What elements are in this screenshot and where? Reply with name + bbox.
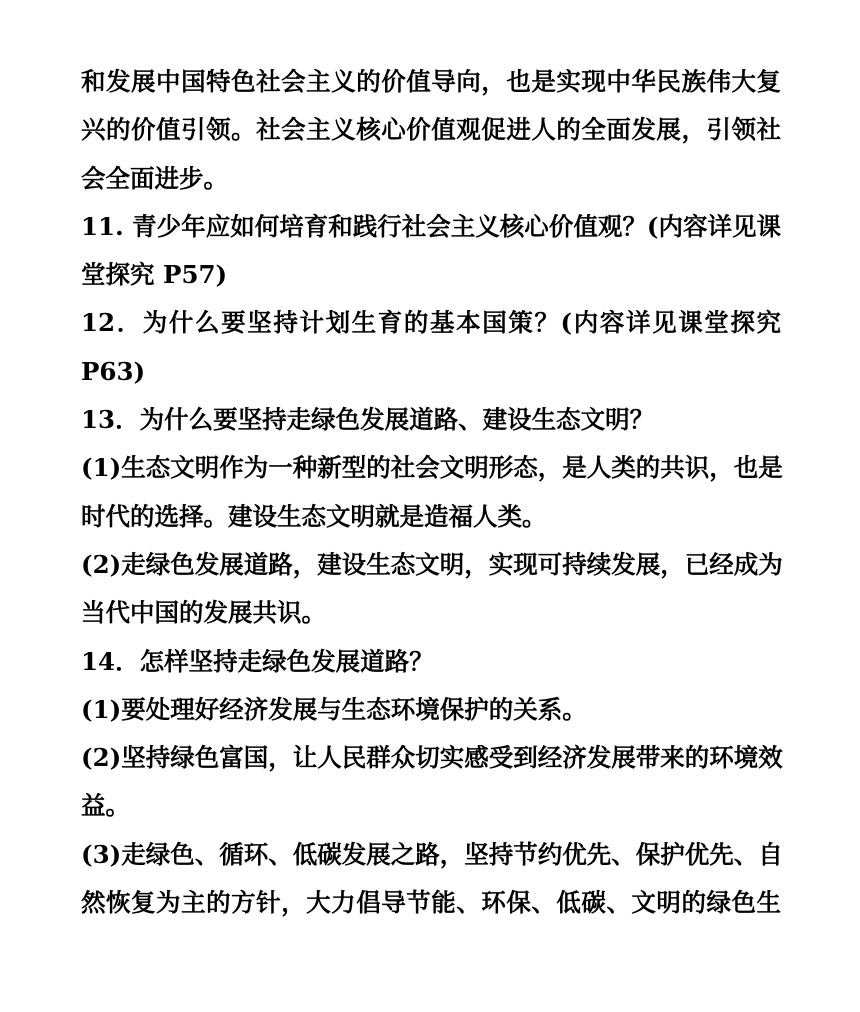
answer-14-point-1: (1)要处理好经济发展与生态环境保护的关系。 — [81, 694, 587, 724]
answer-13-point-1: (1)生态文明作为一种新型的社会文明形态，是人类的共识，也是 — [81, 453, 783, 483]
document-page — [81, 58, 781, 927]
answer-13-point-2: (2)走绿色发展道路，建设生态文明，实现可持续发展，已经成为 — [81, 549, 783, 579]
text-line: 堂探究 P57) — [81, 260, 228, 290]
answer-14-point-2: (2)坚持绿色富国，让人民群众切实感受到经济发展带来的环境效 — [81, 743, 783, 773]
text-line: 时代的选择。建设生态文明就是造福人类。 — [81, 501, 547, 531]
text-line: 当代中国的发展共识。 — [81, 598, 326, 628]
question-13-heading: 13．为什么要坚持走绿色发展道路、建设生态文明？ — [81, 405, 655, 435]
question-12-line: 12．为什么要坚持计划生育的基本国策？(内容详见课堂探究 — [81, 308, 781, 338]
answer-14-point-3: (3)走绿色、循环、低碳发展之路，坚持节约优先、保护优先、自 — [81, 839, 783, 869]
text-line: 和发展中国特色社会主义的价值导向，也是实现中华民族伟大复 — [81, 67, 781, 96]
text-line: 然恢复为主的方针，大力倡导节能、环保、低碳、文明的绿色生 — [81, 888, 781, 918]
question-14-heading: 14．怎样坚持走绿色发展道路？ — [81, 646, 434, 676]
text-line: 益。 — [81, 791, 130, 821]
text-line: 兴的价值引领。社会主义核心价值观促进人的全面发展，引领社 — [81, 115, 781, 145]
text-line: P63) — [81, 356, 146, 386]
question-11-line: 11. 青少年应如何培育和践行社会主义核心价值观？(内容详见课 — [81, 211, 781, 241]
text-line: 会全面进步。 — [81, 163, 228, 193]
